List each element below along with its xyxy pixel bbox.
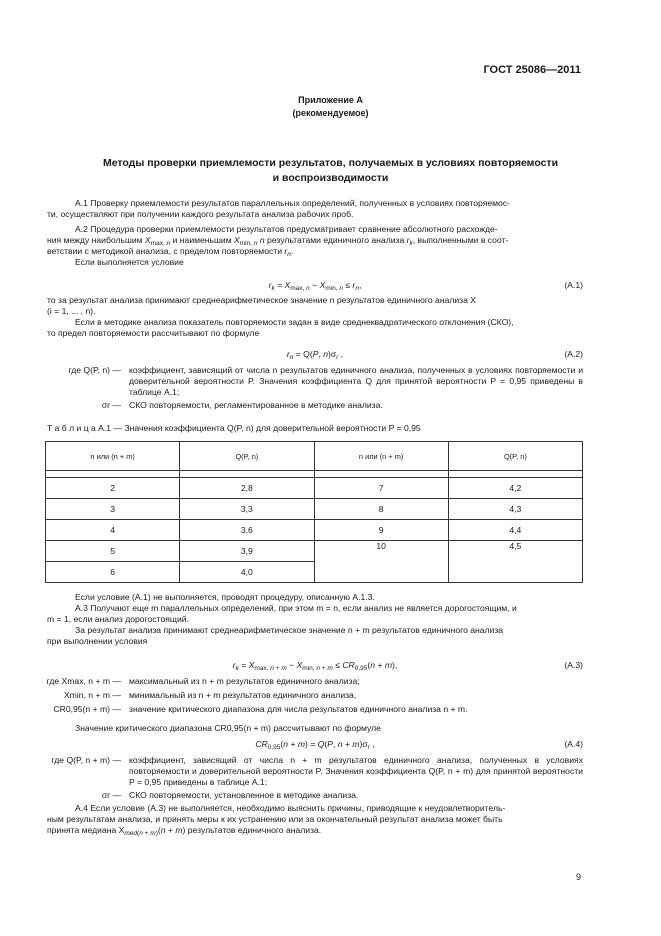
coefficient-table	[45, 441, 583, 583]
table-cell: 8	[314, 499, 448, 520]
legend-term: σr —	[101, 400, 121, 410]
table-cell: 4,5	[448, 541, 582, 583]
paragraph-a2-line1: А.2 Процедура проверки приемлемости результатов предусматривает сравнение абсолютного расхожде-	[75, 224, 498, 234]
equation-number: (А.3)	[564, 660, 583, 670]
table-cell: 10	[314, 541, 448, 583]
appendix-title: Приложение А	[298, 95, 363, 105]
equation-number: (А.1)	[564, 280, 583, 290]
table-cell: 4	[46, 520, 180, 541]
paragraph-a2-text: и наименьшим	[170, 235, 235, 245]
legend-description: максимальный из n + m результатов единичного анализа;	[129, 676, 360, 686]
paragraph-a2	[47, 224, 583, 268]
legend-term: где Xmax, n + m —	[46, 676, 121, 686]
paragraph-a3-line2: m = 1, если анализ дорогостоящий.	[47, 614, 189, 624]
table-cell: 3,9	[180, 541, 314, 562]
table-row	[46, 478, 583, 499]
paragraph-a4	[47, 803, 583, 836]
paragraph-sko-line1: Если в методике анализа показатель повторяемости задан в виде среднеквадратического отклонения (СКО),	[75, 317, 514, 327]
equation-number: (А.4)	[564, 739, 583, 749]
paragraph-a3-line1: А.3 Получают еще m параллельных определений, при этом m = n, если анализ не является дорогостоящим, и	[75, 603, 517, 613]
paragraph-a1-line2: ти, осуществляют при получении каждого результата анализа рабочих проб.	[47, 209, 354, 219]
paragraph-a2-text: ния между наибольшим	[47, 235, 145, 245]
equation-number: (А.2)	[564, 349, 583, 359]
table-caption: Т а б л и ц а А.1 — Значения коэффициента Q(P, n) для доверительной вероятности P = 0,95	[47, 423, 421, 433]
legend-description: СКО повторяемости, регламентированное в методике анализа.	[129, 400, 383, 410]
table-row	[46, 499, 583, 520]
page-number: 9	[575, 872, 581, 882]
paragraph-result	[47, 295, 583, 339]
legend-description: коэффициент, зависящий от числа n результатов единичного анализа, полученных в условиях повторяемости и доверительной вероятности P. Значения коэффициента Q для принятой вероятности P = 0,95 приведены в таблице А.1;	[129, 365, 583, 397]
paragraph-a2-text: , выполненными в соот-	[412, 235, 509, 245]
table-header-cell: n или (n + m)	[314, 442, 448, 471]
table-cell: 4,4	[448, 520, 582, 541]
paragraph-a1	[47, 198, 583, 220]
paragraph-not-ok: Если условие (А.1) не выполняется, проводят процедуру, описанную А.1.3.	[75, 592, 375, 602]
paragraph-a3-line3: За результат анализа принимают среднеарифметическое значение n + m результатов единичного анализа	[75, 625, 504, 635]
paragraph-a4-text: результатов единичного анализа.	[185, 825, 322, 835]
paragraph-cr	[47, 723, 583, 734]
paragraph-a3	[47, 592, 583, 647]
paragraph-a3-line4: при выполнении условия	[47, 636, 148, 646]
condition-intro: Если выполняется условие	[75, 257, 184, 267]
document-code: ГОСТ 25086—2011	[483, 64, 581, 76]
legend-description: значение критического диапазона для числа результатов единичного анализа n + m.	[129, 704, 468, 714]
paragraph-a2-text: ветствии с методикой анализа, с пределом повторяемости	[47, 246, 285, 256]
legend-term: Xmin, n + m —	[63, 690, 121, 700]
legend-term: CR0,95(n + m) —	[53, 704, 121, 714]
paragraph-a2-line3: ветствии с методикой анализа, с пределом повторяемости $r_n$.	[47, 246, 294, 258]
section-title-line1: Методы проверки приемлемости результатов, получаемых в условиях повторяемости	[102, 157, 559, 169]
paragraph-a2-line2: ния между наибольшим $X_{max, n}$ и наименьшим $X_{min, n}$ n результатами единичного анализа $r_k$, выполненными в соот-	[47, 235, 509, 247]
table-cell: 3,3	[180, 499, 314, 520]
legend-where: где	[68, 365, 82, 375]
table-cell: 6	[46, 562, 180, 583]
table-cell: 7	[314, 478, 448, 499]
document-page: ГОСТ 25086—2011 Приложение А (рекомендуемое) Методы проверки приемлемости результатов, получаемых в условиях повторяемости и воспроизводимости А.1 Проверку приемлемости результатов параллельных определений, полученных в условиях повторяемос- ти, осуществляют при получении каждого результата анализа рабочих проб. А.2 Процедура проверки приемлемости результатов предусматривает сравнение абсолютного расхожде- ния между наибольшим $X_{max, n}$ и наименьшим $X_{min, n}$ n результатами единичного анализа $r_k$, выполненными в соот- ветствии с методикой анализа, с пределом повторяемости $r_n$. Если выполняется условие $r_k = X_{max, n} - X_{min, n} \le r_n$, (А.1) то за результат анализа принимают среднеарифметическое значение n результатов единичного анализа X (i = 1, ... , n). Если в методике анализа показатель повторяемости задан в виде среднеквадратического отклонения (СКО), то предел повторяемости рассчитывают по формуле $r_n = Q(P$, $n)\sigma_r$ , (А.2) где Q(P, n) — коэффициент, зависящий от числа n результатов единичного анализа, полученных в условиях повторяемости и доверительной вероятности P. Значения коэффициента Q для принятой вероятности P = 0,95 приведены в таблице А.1; σr — СКО повторяемости, регламентированное в методике анализа. Т а б л и ц а А.1 — Значения коэффициента Q(P, n) для доверительной вероятности P = 0,95 n или (n + m) Q(P, n) n или (n + m) Q(P, n) 2 2,8 7 4,2 3 3,3 8 4,3 4 3,6 9 4,4 5 3,9 10 4,5 6 4,0 Если условие (А.1) не выполняется, проводят процедуру, описанную А.1.3. А.3 Получают еще m параллельных определений, при этом m = n, если анализ не является дорогостоящим, и m = 1, если анализ дорогостоящий. За результат анализа принимают среднеарифметическое значение n + m результатов единичного анализа при выполнении условия $r_k = X_{max, n + m} - X_{min, n + m} \le CR_{0,95}(n + m)$, (А.3) где Xmax, n + m — максимальный из n + m результатов единичного анализа; Xmin, n + m — минимальный из n + m результатов единичного анализа, CR0,95(n + m) — значение критического диапазона для числа результатов единичного анализа n + m. Значение критического диапазона CR0,95(n + m) рассчитывают по формуле $CR_{0,95}(n + m) = Q(P$, $n + m)\sigma_r$ , (А.4) где Q(P, n + m) — коэффициент, зависящий от числа n + m результатов единичного анализа, полученных в условиях повторяемости и доверительной вероятности P. Значения коэффициента Q(P, n + m) для принятой вероятности P = 0,95 приведены в таблице А.1; σr — СКО повторяемости, установленное в методике анализа. А.4 Если условие (А.3) не выполняется, необходимо выяснить причины, приводящие к неудовлетворитель- ным результатам анализа, и принять меры к их устранению или за окончательный результат анализа может быть принята медиана $X_{med(n + m)}(n + m)$ результатов единичного анализа. 9	[0, 0, 661, 936]
table-header-cell: Q(P, n)	[448, 442, 582, 471]
table-header-cell: Q(P, n)	[180, 442, 314, 471]
paragraph-a1-line1: А.1 Проверку приемлемости результатов параллельных определений, полученных в условиях повторяемос-	[75, 198, 510, 208]
legend-description: коэффициент, зависящий от числа n + m результатов единичного анализа, полученных в условиях повторяемости и доверительной вероятности P. Значения коэффициента Q(P, n + m) для принятой вероятности P = 0,95 приведены в таблице А.1;	[129, 755, 583, 787]
table-cell: 2	[46, 478, 180, 499]
legend-description: минимальный из n + m результатов единичного анализа,	[129, 690, 357, 700]
legend-term: где Q(P, n + m) —	[51, 755, 121, 765]
legend-term: Q(P, n) —	[83, 365, 121, 375]
paragraph-a4-text: принята медиана X	[47, 825, 125, 835]
table-cell: 9	[314, 520, 448, 541]
table-cell: 3,6	[180, 520, 314, 541]
legend-description: СКО повторяемости, установленное в методике анализа.	[129, 790, 359, 800]
table-cell: 5	[46, 541, 180, 562]
legend-term: σr —	[101, 790, 121, 800]
paragraph-result-line2: (i = 1, ... , n).	[47, 306, 96, 316]
section-title-line2: и воспроизводимости	[272, 172, 389, 184]
paragraph-cr-line: Значение критического диапазона CR0,95(n + m) рассчитывают по формуле	[75, 723, 381, 733]
paragraph-result-line1: то за результат анализа принимают среднеарифметическое значение n результатов единичного анализа X	[47, 295, 476, 305]
table-spacer-row	[46, 471, 583, 478]
table-row	[46, 520, 583, 541]
table-cell: 2,8	[180, 478, 314, 499]
table-cell: 4,0	[180, 562, 314, 583]
table-header-row	[46, 442, 583, 471]
paragraph-a4-line3: принята медиана $X_{med(n + m)}(n + m)$ результатов единичного анализа.	[47, 825, 322, 837]
table-cell: 3	[46, 499, 180, 520]
paragraph-a4-line1: А.4 Если условие (А.3) не выполняется, необходимо выяснить причины, приводящие к неудовлетворитель-	[75, 803, 506, 813]
table-cell: 4,2	[448, 478, 582, 499]
table-header-cell: n или (n + m)	[46, 442, 180, 471]
paragraph-sko-line2: то предел повторяемости рассчитывают по формуле	[47, 328, 260, 338]
appendix-status: (рекомендуемое)	[292, 108, 369, 118]
table-cell: 4,3	[448, 499, 582, 520]
paragraph-a4-line2: ным результатам анализа, и принять меры к их устранению или за окончательный результат анализа может быть	[47, 814, 503, 824]
table-row	[46, 541, 583, 562]
paragraph-a2-text: результатами единичного анализа	[264, 235, 407, 245]
section-title	[60, 156, 601, 186]
